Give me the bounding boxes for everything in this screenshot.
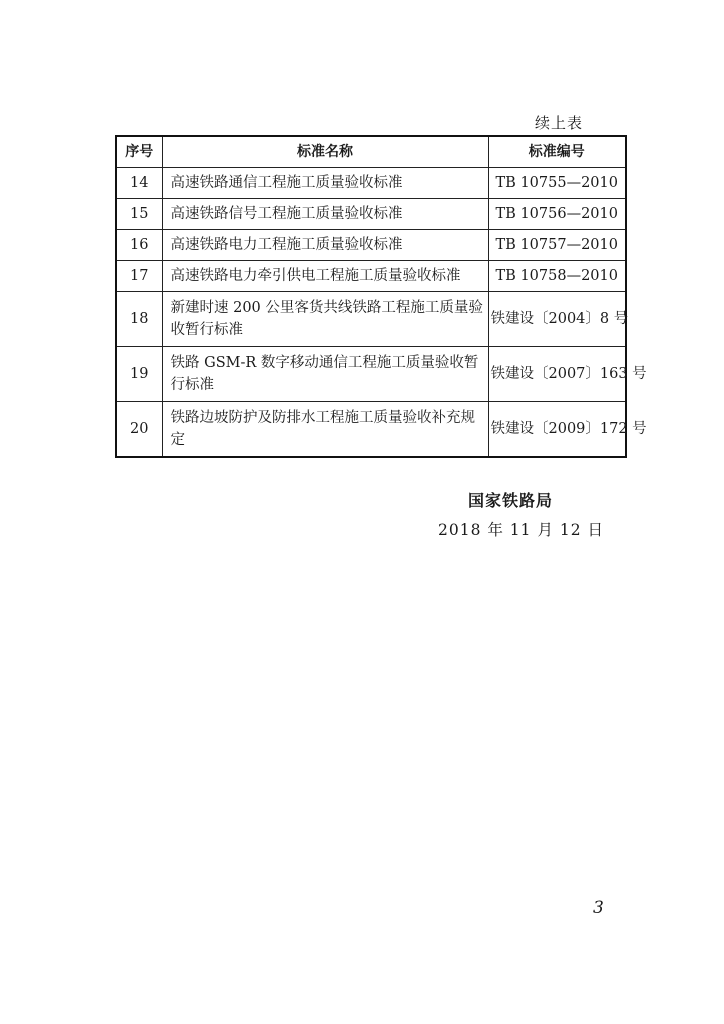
- page-number: 3: [593, 898, 604, 918]
- table-row: [116, 168, 626, 199]
- row-no: 20: [116, 402, 162, 458]
- row-no: 19: [116, 347, 162, 402]
- row-code: TB 10757—2010: [488, 230, 626, 261]
- row-no: 15: [116, 199, 162, 230]
- row-name: 高速铁路电力工程施工质量验收标准: [162, 230, 488, 261]
- row-code: 铁建设〔2004〕8 号: [488, 292, 626, 347]
- row-name: 高速铁路信号工程施工质量验收标准: [162, 199, 488, 230]
- row-no: 16: [116, 230, 162, 261]
- table-row: [116, 292, 626, 347]
- row-name: 高速铁路电力牵引供电工程施工质量验收标准: [162, 261, 488, 292]
- row-name: 新建时速 200 公里客货共线铁路工程施工质量验收暂行标准: [162, 292, 488, 347]
- issuing-authority: 国家铁路局: [468, 491, 554, 510]
- standards-table: [115, 135, 647, 458]
- row-no: 14: [116, 168, 162, 199]
- table-row: [116, 230, 626, 261]
- table-row: [116, 261, 626, 292]
- row-code: TB 10758—2010: [488, 261, 626, 292]
- table-header-row: [116, 136, 626, 168]
- row-no: 17: [116, 261, 162, 292]
- header-code: 标准编号: [488, 136, 626, 168]
- continued-label: 续上表: [535, 114, 584, 132]
- row-code: TB 10756—2010: [488, 199, 626, 230]
- header-name: 标准名称: [162, 136, 488, 168]
- table-row: [116, 199, 626, 230]
- row-no: 18: [116, 292, 162, 347]
- header-no: 序号: [116, 136, 162, 168]
- row-name: 铁路边坡防护及防排水工程施工质量验收补充规定: [162, 402, 488, 458]
- row-code: TB 10755—2010: [488, 168, 626, 199]
- row-name: 高速铁路通信工程施工质量验收标准: [162, 168, 488, 199]
- row-code: 铁建设〔2007〕163 号: [488, 347, 626, 402]
- issue-date: 2018 年 11 月 12 日: [438, 521, 605, 539]
- row-name: 铁路 GSM-R 数字移动通信工程施工质量验收暂行标准: [162, 347, 488, 402]
- table-row: [116, 347, 626, 402]
- table-row: [116, 402, 626, 458]
- row-code: 铁建设〔2009〕172 号: [488, 402, 626, 458]
